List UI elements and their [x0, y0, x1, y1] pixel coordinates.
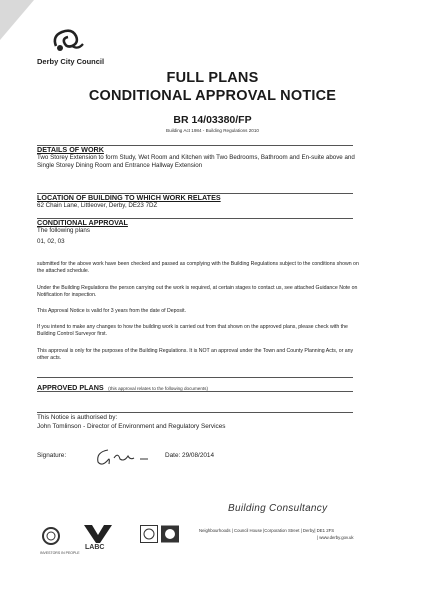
details-section: [37, 145, 357, 169]
divider: [37, 412, 353, 413]
location-text: 62 Chain Lane, Littleover, Derby, DE23 7DZ: [37, 202, 158, 209]
approved-plans-section: [37, 377, 357, 395]
labc-label: LABC: [85, 544, 105, 551]
accreditation-badges-icon: [140, 525, 180, 543]
footer-address-block: [199, 528, 399, 541]
approved-plans-heading: APPROVED PLANS: [37, 383, 104, 392]
footer-address: Neighbourhoods | Council House |Corporation Street | Derby| DE1 2FS: [199, 528, 335, 533]
page-corner-fold: [0, 0, 34, 40]
conditional-para-4: If you intend to make any changes to how the building work is carried out from that shown on the approved plans, please check with the Building Control Surveyor first.: [37, 324, 348, 337]
approved-plans-note: (this approval relates to the following documents): [108, 386, 208, 391]
conditional-section: [37, 218, 357, 245]
signature-label: Signature:: [37, 452, 67, 459]
location-heading: LOCATION OF BUILDING TO WHICH WORK RELATES: [37, 193, 221, 202]
footer-website: | www.derby.gov.uk: [317, 534, 354, 540]
investors-in-people-icon: [40, 525, 62, 547]
signature-date: Date: 29/08/2014: [165, 452, 215, 459]
location-section: [37, 193, 357, 210]
act-reference: Building Act 1984 - Building Regulations 2010: [166, 128, 259, 133]
divider: [37, 391, 353, 392]
conditional-para-5: This approval is only for the purposes of the Building Regulations. It is NOT an approval under the Town and County Planning Acts, or any other acts.: [37, 348, 354, 361]
title-approval-notice: CONDITIONAL APPROVAL NOTICE: [88, 88, 337, 104]
conditional-heading: CONDITIONAL APPROVAL: [37, 218, 128, 227]
handwritten-signature: [94, 446, 154, 468]
reference-number: BR 14/03380/FP: [173, 114, 252, 126]
details-heading: DETAILS OF WORK: [37, 145, 104, 154]
investors-label: INVESTORS IN PEOPLE: [40, 551, 80, 555]
authorised-by: This Notice is authorised by:: [37, 414, 118, 421]
conditional-para-3: This Approval Notice is valid for 3 years from the date of Deposit.: [37, 308, 187, 314]
title-full-plans: FULL PLANS: [166, 70, 259, 86]
authoriser-name: John Tomlinson - Director of Environment and Regulatory Services: [37, 423, 226, 430]
council-name: Derby City Council: [37, 57, 105, 66]
conditional-intro: The following plans: [37, 227, 90, 234]
conditional-para-2: Under the Building Regulations the person carrying out the work is required, at certain stages to contact us, see attached Guidance Note on Notification for inspection.: [37, 285, 358, 298]
conditional-para-1: submitted for the above work have been checked and passed as complying with the Building Regulations subject to the conditions shown on the attached schedule.: [37, 261, 359, 274]
building-consultancy-brand: Building Consultancy: [228, 503, 328, 514]
labc-logo-icon: [84, 525, 114, 545]
plan-numbers: 01, 02, 03: [37, 237, 65, 245]
details-text: Two Storey Extension to form Study, Wet Room and Kitchen with Two Bedrooms, Bathroom and En-suite above and Single Storey Dining Room and Entrance Hallway Extension: [37, 154, 355, 169]
derby-ram-logo-icon: [48, 26, 86, 56]
